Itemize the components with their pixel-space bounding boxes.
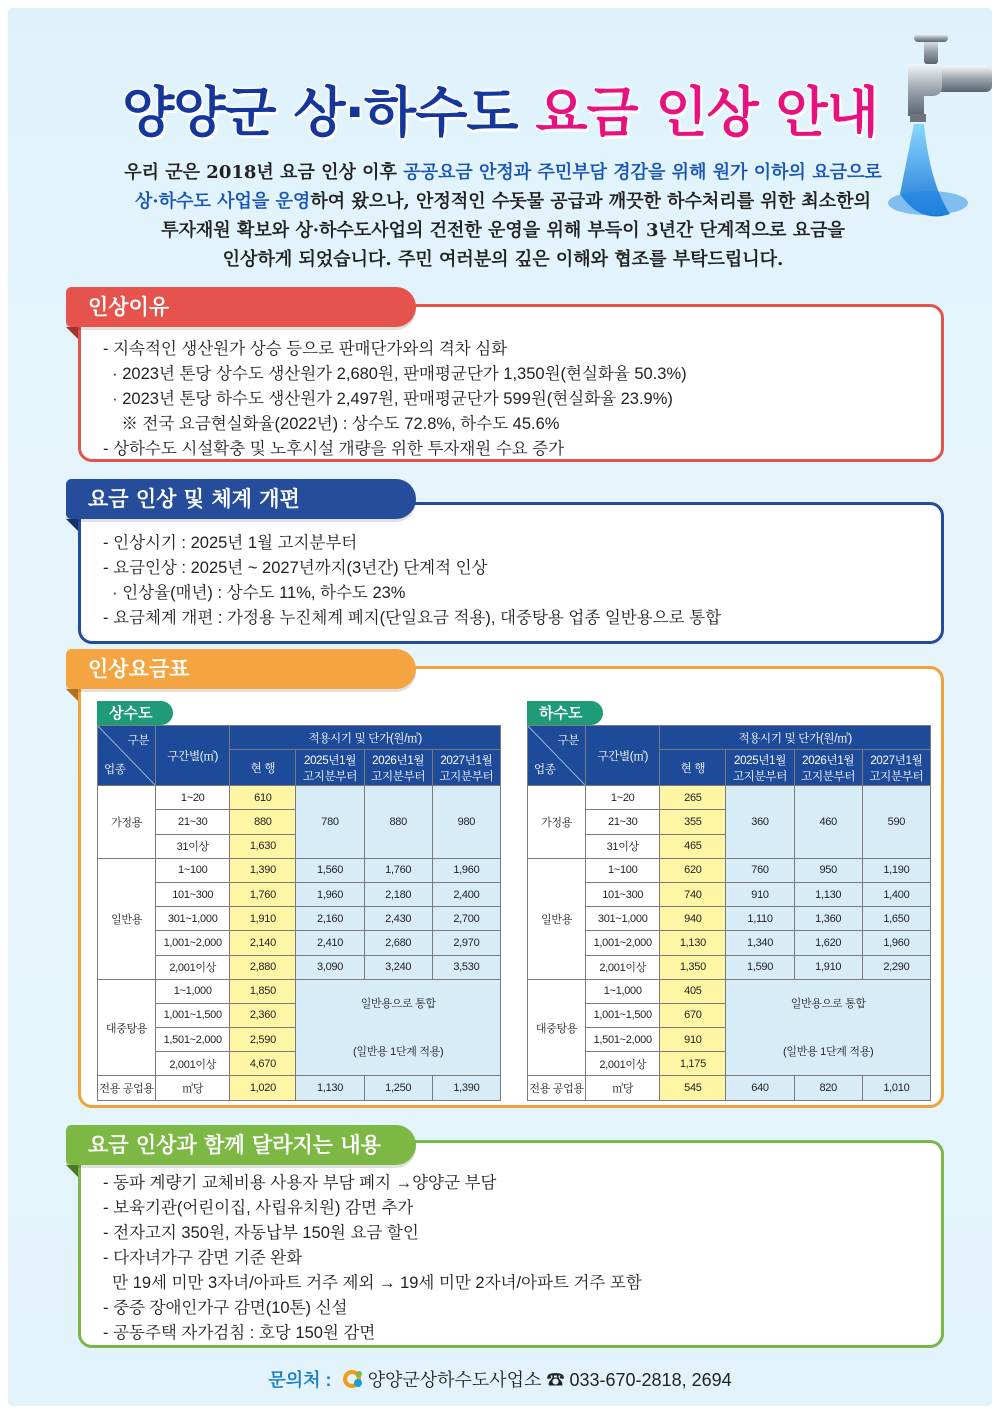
new-rate-cell: 3,530 bbox=[432, 955, 500, 979]
current-rate-cell: 1,850 bbox=[230, 979, 296, 1003]
new-rate-cell: 1,620 bbox=[794, 931, 862, 955]
water-supply-label: 상수도 bbox=[97, 701, 173, 725]
current-rate-cell: 545 bbox=[660, 1076, 726, 1100]
current-rate-cell: 2,140 bbox=[230, 931, 296, 955]
new-rate-cell: 640 bbox=[726, 1076, 794, 1100]
new-rate-cell: 1,340 bbox=[726, 931, 794, 955]
current-rate-cell: 355 bbox=[660, 810, 726, 834]
list-item: - 요금인상 : 2025년 ~ 2027년까지(3년간) 단계적 인상 bbox=[103, 559, 488, 577]
table-row bbox=[98, 786, 501, 810]
current-rate-cell: 1,390 bbox=[230, 858, 296, 882]
new-rate-cell: 3,240 bbox=[364, 955, 432, 979]
new-rate-cell: 2,430 bbox=[364, 907, 432, 931]
current-rate-cell: 1,910 bbox=[230, 907, 296, 931]
rate-table-heading: 인상요금표 bbox=[66, 649, 416, 689]
corner-header bbox=[528, 726, 586, 786]
corner-top-label: 구분 bbox=[557, 735, 580, 747]
range-cell: 1,001~1,500 bbox=[586, 1003, 660, 1027]
current-rate-cell: 1,175 bbox=[660, 1052, 726, 1076]
intro-line3: 투자재원 확보와 상·하수도사업의 건전한 운영을 위해 부득이 3년간 단계적으로 요금을 bbox=[161, 220, 845, 241]
new-rate-cell: 2,160 bbox=[296, 907, 364, 931]
list-item: · 인상율(매년) : 상수도 11%, 하수도 23% bbox=[103, 584, 406, 602]
new-rate-cell: 780 bbox=[296, 786, 364, 859]
new-rate-cell: 1,010 bbox=[862, 1076, 930, 1100]
reform-list bbox=[103, 531, 721, 631]
range-cell: 1,001~2,000 bbox=[586, 931, 660, 955]
contact-org: 양양군상하수도사업소 bbox=[367, 1370, 542, 1390]
list-item: - 보육기관(어린이집, 사립유치원) 감면 추가 bbox=[103, 1199, 414, 1217]
new-rate-cell: 460 bbox=[794, 786, 862, 859]
y2026-header: 2026년1월 고지분부터 bbox=[364, 750, 432, 786]
range-header: 구간별(㎥) bbox=[156, 726, 230, 786]
list-item: - 중증 장애인가구 감면(10톤) 신설 bbox=[103, 1299, 348, 1317]
new-rate-cell: 980 bbox=[432, 786, 500, 859]
new-rate-cell: 2,400 bbox=[432, 882, 500, 906]
corner-bottom-label: 업종 bbox=[534, 764, 556, 777]
range-cell: 31이상 bbox=[586, 834, 660, 858]
new-rate-cell: 1,110 bbox=[726, 907, 794, 931]
changes-section bbox=[78, 1140, 944, 1348]
corner-header bbox=[98, 726, 156, 786]
intro-line1-a: 우리 군은 2018년 요금 인상 이후 bbox=[124, 162, 404, 183]
range-cell: 1,001~1,500 bbox=[156, 1003, 230, 1027]
new-rate-cell: 880 bbox=[364, 786, 432, 859]
new-rate-cell: 1,400 bbox=[862, 882, 930, 906]
new-rate-cell: 1,250 bbox=[364, 1076, 432, 1100]
sewer-rate-table bbox=[527, 725, 931, 1101]
new-rate-cell: 1,190 bbox=[862, 858, 930, 882]
range-cell: 101~300 bbox=[156, 882, 230, 906]
current-rate-cell: 610 bbox=[230, 786, 296, 810]
county-logo-icon bbox=[343, 1368, 365, 1390]
current-rate-cell: 740 bbox=[660, 882, 726, 906]
table-row bbox=[528, 931, 931, 955]
changes-list bbox=[103, 1171, 642, 1346]
category-cell: 일반용 bbox=[528, 858, 586, 979]
y2027-header: 2027년1월 고지분부터 bbox=[432, 750, 500, 786]
new-rate-cell: 910 bbox=[726, 882, 794, 906]
corner-bottom-label: 업종 bbox=[104, 764, 126, 777]
current-rate-cell: 405 bbox=[660, 979, 726, 1003]
range-cell: 1~20 bbox=[156, 786, 230, 810]
list-item: · 2023년 톤당 상수도 생산원가 2,680원, 판매평균단가 1,350원(현실화율 50.3%) bbox=[103, 365, 687, 383]
new-rate-cell: 1,910 bbox=[794, 955, 862, 979]
merged-note-cell: 일반용으로 통합 (일반용 1단계 적용) bbox=[296, 979, 501, 1076]
new-rate-cell: 1,960 bbox=[862, 931, 930, 955]
current-rate-cell: 265 bbox=[660, 786, 726, 810]
range-cell: 1,501~2,000 bbox=[156, 1028, 230, 1052]
range-cell: ㎥당 bbox=[156, 1076, 230, 1100]
list-item: - 상하수도 시설확충 및 노후시설 개량을 위한 투자재원 수요 증가 bbox=[103, 440, 565, 458]
new-rate-cell: 2,970 bbox=[432, 931, 500, 955]
new-rate-cell: 2,700 bbox=[432, 907, 500, 931]
current-rate-cell: 1,130 bbox=[660, 931, 726, 955]
reason-section bbox=[78, 304, 944, 462]
list-item: ※ 전국 요금현실화율(2022년) : 상수도 72.8%, 하수도 45.6% bbox=[103, 415, 560, 433]
range-cell: 1~20 bbox=[586, 786, 660, 810]
list-item: - 전자고지 350원, 자동납부 150원 요금 할인 bbox=[103, 1224, 419, 1242]
new-rate-cell: 1,390 bbox=[432, 1076, 500, 1100]
new-rate-cell: 2,180 bbox=[364, 882, 432, 906]
current-rate-cell: 1,760 bbox=[230, 882, 296, 906]
current-rate-cell: 910 bbox=[660, 1028, 726, 1052]
range-cell: 21~30 bbox=[156, 810, 230, 834]
period-header: 적용시기 및 단가(원/㎥) bbox=[230, 726, 501, 750]
table-row bbox=[528, 1076, 931, 1100]
table-row bbox=[98, 907, 501, 931]
range-cell: 301~1,000 bbox=[156, 907, 230, 931]
table-row bbox=[528, 786, 931, 810]
table-row bbox=[98, 858, 501, 882]
new-rate-cell: 820 bbox=[794, 1076, 862, 1100]
range-header: 구간별(㎥) bbox=[586, 726, 660, 786]
phone-icon: ☎ bbox=[546, 1370, 565, 1390]
reform-heading: 요금 인상 및 체계 개편 bbox=[66, 479, 416, 519]
current-rate-cell: 2,590 bbox=[230, 1028, 296, 1052]
sewer-label: 하수도 bbox=[527, 701, 603, 725]
range-cell: 1~100 bbox=[156, 858, 230, 882]
new-rate-cell: 760 bbox=[726, 858, 794, 882]
list-item: - 인상시기 : 2025년 1월 고지분부터 bbox=[103, 534, 358, 552]
range-cell: 2,001이상 bbox=[156, 955, 230, 979]
table-row bbox=[528, 882, 931, 906]
contact-phone: 033-670-2818, 2694 bbox=[569, 1370, 732, 1390]
current-rate-cell: 620 bbox=[660, 858, 726, 882]
new-rate-cell: 1,760 bbox=[364, 858, 432, 882]
new-rate-cell: 1,590 bbox=[726, 955, 794, 979]
new-rate-cell: 1,960 bbox=[296, 882, 364, 906]
range-cell: 301~1,000 bbox=[586, 907, 660, 931]
range-cell: 31이상 bbox=[156, 834, 230, 858]
new-rate-cell: 1,650 bbox=[862, 907, 930, 931]
current-header: 현 행 bbox=[230, 750, 296, 786]
range-cell: ㎥당 bbox=[586, 1076, 660, 1100]
contact-label: 문의처 : bbox=[268, 1370, 332, 1390]
current-rate-cell: 1,350 bbox=[660, 955, 726, 979]
new-rate-cell: 1,130 bbox=[794, 882, 862, 906]
table-row bbox=[98, 979, 501, 1003]
current-rate-cell: 880 bbox=[230, 810, 296, 834]
new-rate-cell: 3,090 bbox=[296, 955, 364, 979]
category-cell: 대중탕용 bbox=[98, 979, 156, 1076]
new-rate-cell: 2,680 bbox=[364, 931, 432, 955]
new-rate-cell: 1,360 bbox=[794, 907, 862, 931]
range-cell: 2,001이상 bbox=[586, 1052, 660, 1076]
current-rate-cell: 2,880 bbox=[230, 955, 296, 979]
new-rate-cell: 1,960 bbox=[432, 858, 500, 882]
intro-line4: 인상하게 되었습니다. 주민 여러분의 깊은 이해와 협조를 부탁드립니다. bbox=[222, 249, 784, 270]
new-rate-cell: 2,290 bbox=[862, 955, 930, 979]
range-cell: 1~1,000 bbox=[156, 979, 230, 1003]
category-cell: 대중탕용 bbox=[528, 979, 586, 1076]
category-cell: 전용 공업용 bbox=[528, 1076, 586, 1100]
reform-section bbox=[78, 502, 944, 644]
table-row bbox=[98, 955, 501, 979]
current-rate-cell: 670 bbox=[660, 1003, 726, 1027]
current-rate-cell: 2,360 bbox=[230, 1003, 296, 1027]
table-row bbox=[528, 955, 931, 979]
list-item: - 다자녀가구 감면 기준 완화 bbox=[103, 1249, 303, 1267]
notice-page bbox=[8, 8, 992, 1406]
water-rate-table bbox=[97, 725, 501, 1101]
title-part-1: 양양군 상·하수도 bbox=[122, 81, 536, 144]
new-rate-cell: 950 bbox=[794, 858, 862, 882]
intro-line2-highlight: 상·하수도 사업을 운영 bbox=[135, 191, 311, 212]
category-cell: 가정용 bbox=[98, 786, 156, 859]
y2027-header: 2027년1월 고지분부터 bbox=[862, 750, 930, 786]
new-rate-cell: 1,560 bbox=[296, 858, 364, 882]
list-item: - 요금체계 개편 : 가정용 누진체계 폐지(단일요금 적용), 대중탕용 업종 일반용으로 통합 bbox=[103, 609, 722, 627]
range-cell: 2,001이상 bbox=[586, 955, 660, 979]
current-rate-cell: 940 bbox=[660, 907, 726, 931]
list-item: - 지속적인 생산원가 상승 등으로 판매단가와의 격차 심화 bbox=[103, 340, 508, 358]
changes-heading: 요금 인상과 함께 달라지는 내용 bbox=[66, 1125, 416, 1165]
intro-line1-highlight: 공공요금 안정과 주민부담 경감을 위해 원가 이하의 요금으로 bbox=[403, 162, 882, 183]
range-cell: 1~1,000 bbox=[586, 979, 660, 1003]
table-row bbox=[98, 1076, 501, 1100]
period-header: 적용시기 및 단가(원/㎥) bbox=[660, 726, 931, 750]
list-item: 만 19세 미만 3자녀/아파트 거주 제외 → 19세 미만 2자녀/아파트 거주 포함 bbox=[103, 1274, 642, 1292]
range-cell: 2,001이상 bbox=[156, 1052, 230, 1076]
table-row bbox=[98, 882, 501, 906]
contact-line bbox=[8, 1366, 992, 1392]
category-cell: 가정용 bbox=[528, 786, 586, 859]
rate-table-section bbox=[78, 666, 944, 1108]
intro-paragraph bbox=[68, 158, 938, 274]
table-row bbox=[98, 931, 501, 955]
merged-note-cell: 일반용으로 통합 (일반용 1단계 적용) bbox=[726, 979, 931, 1076]
reason-list bbox=[103, 337, 687, 462]
title-part-2: 요금 인상 안내 bbox=[535, 81, 878, 144]
list-item: - 공동주택 자가검침 : 호당 150원 감면 bbox=[103, 1324, 376, 1342]
corner-top-label: 구분 bbox=[127, 735, 150, 747]
new-rate-cell: 590 bbox=[862, 786, 930, 859]
range-cell: 21~30 bbox=[586, 810, 660, 834]
new-rate-cell: 2,410 bbox=[296, 931, 364, 955]
range-cell: 1,501~2,000 bbox=[586, 1028, 660, 1052]
current-rate-cell: 465 bbox=[660, 834, 726, 858]
intro-line2-b: 하여 왔으나, 안정적인 수돗물 공급과 깨끗한 하수처리를 위한 최소한의 bbox=[310, 191, 871, 212]
page-title bbox=[8, 70, 992, 147]
table-row bbox=[528, 979, 931, 1003]
table-row bbox=[528, 858, 931, 882]
category-cell: 전용 공업용 bbox=[98, 1076, 156, 1100]
list-item: - 동파 계량기 교체비용 사용자 부담 폐지 →양양군 부담 bbox=[103, 1174, 497, 1192]
new-rate-cell: 1,130 bbox=[296, 1076, 364, 1100]
current-rate-cell: 1,020 bbox=[230, 1076, 296, 1100]
category-cell: 일반용 bbox=[98, 858, 156, 979]
range-cell: 1,001~2,000 bbox=[156, 931, 230, 955]
reason-heading: 인상이유 bbox=[66, 287, 416, 327]
y2025-header: 2025년1월 고지분부터 bbox=[296, 750, 364, 786]
table-row bbox=[528, 907, 931, 931]
current-rate-cell: 4,670 bbox=[230, 1052, 296, 1076]
y2025-header: 2025년1월 고지분부터 bbox=[726, 750, 794, 786]
current-rate-cell: 1,630 bbox=[230, 834, 296, 858]
new-rate-cell: 360 bbox=[726, 786, 794, 859]
range-cell: 101~300 bbox=[586, 882, 660, 906]
range-cell: 1~100 bbox=[586, 858, 660, 882]
current-header: 현 행 bbox=[660, 750, 726, 786]
list-item: · 2023년 톤당 하수도 생산원가 2,497원, 판매평균단가 599원(현실화율 23.9%) bbox=[103, 390, 673, 408]
y2026-header: 2026년1월 고지분부터 bbox=[794, 750, 862, 786]
